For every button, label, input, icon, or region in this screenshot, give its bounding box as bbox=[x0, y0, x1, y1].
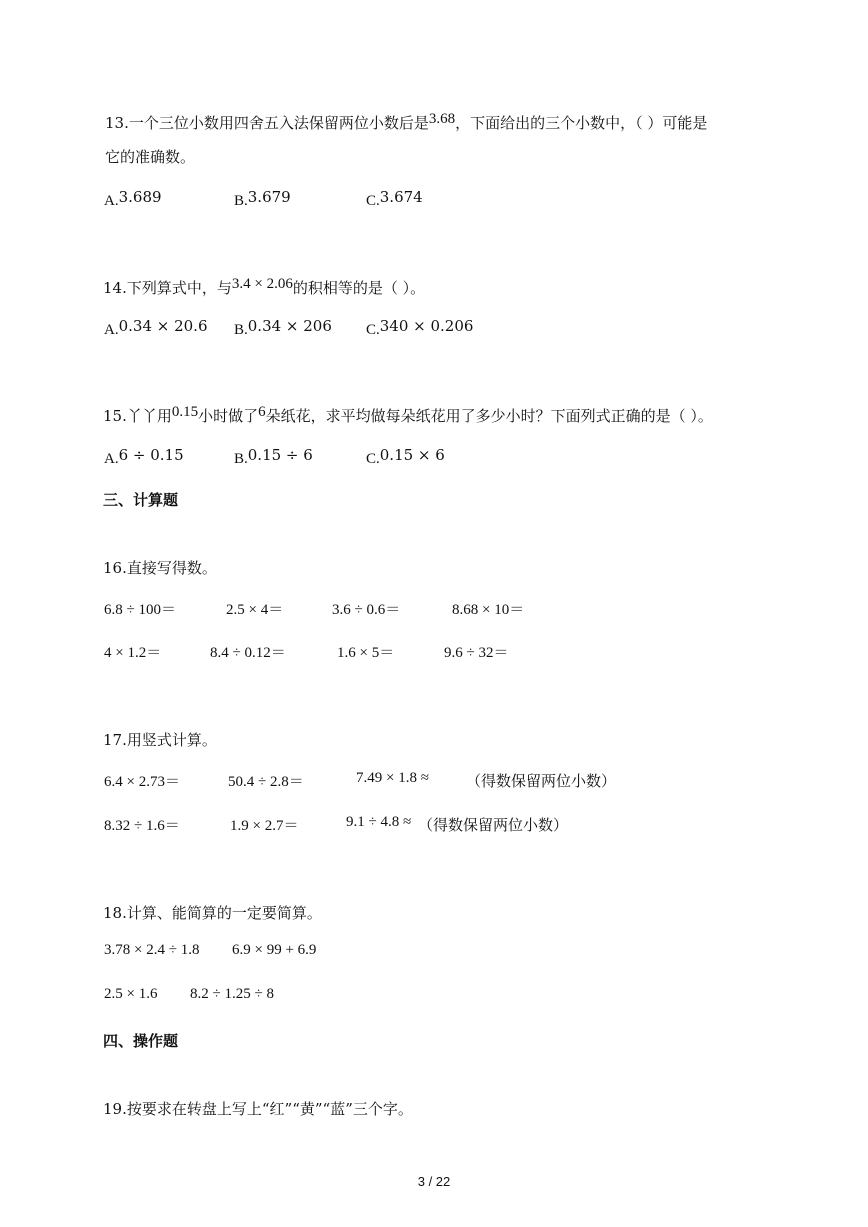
q17-expr: 6.4 × 2.73＝ bbox=[104, 774, 180, 790]
q17-expr: 7.49 × 1.8 ≈ bbox=[356, 770, 429, 786]
q18-expr: 8.2 ÷ 1.25 ÷ 8 bbox=[190, 986, 274, 1002]
q18-title: 18.计算、能简算的一定要简算。 bbox=[103, 904, 322, 922]
q18-expr: 6.9 × 99 + 6.9 bbox=[232, 942, 317, 958]
q16-expr: 3.6 ÷ 0.6＝ bbox=[332, 602, 401, 618]
q14-option-b: B.0.34 × 206 bbox=[234, 317, 332, 338]
q17-expr: 1.9 × 2.7＝ bbox=[230, 818, 299, 834]
q16-expr: 8.4 ÷ 0.12＝ bbox=[210, 645, 286, 661]
q13-option-a: A.3.689 bbox=[104, 188, 162, 209]
q13-math-value: 3.68 bbox=[428, 111, 456, 127]
q17-expr: 9.1 ÷ 4.8 ≈ bbox=[346, 814, 412, 830]
page-number: 3 / 22 bbox=[417, 1174, 451, 1189]
q15-option-a: A.6 ÷ 0.15 bbox=[104, 446, 184, 467]
q13-option-b: B.3.679 bbox=[234, 188, 291, 209]
q13-text-part1: 13.一个三位小数用四舍五入法保留两位小数后是 bbox=[105, 114, 429, 132]
q18-expr: 2.5 × 1.6 bbox=[104, 986, 158, 1002]
q13-text-part2: ，下面给出的三个小数中，（ ）可能是 bbox=[455, 114, 708, 132]
q15-line1: 15.丫丫用0.15小时做了6朵纸花，求平均做每朵纸花用了多少小时？下面列式正确的是（ ）。 bbox=[103, 404, 713, 425]
q17-expr: 50.4 ÷ 2.8＝ bbox=[228, 774, 304, 790]
q16-title: 16.直接写得数。 bbox=[103, 559, 217, 577]
section-heading-operation: 四、操作题 bbox=[103, 1032, 179, 1050]
q16-expr: 8.68 × 10＝ bbox=[452, 602, 525, 618]
q17-note: （得数保留两位小数） bbox=[466, 772, 617, 790]
q16-expr: 9.6 ÷ 32＝ bbox=[444, 645, 509, 661]
q16-expr: 2.5 × 4＝ bbox=[226, 602, 284, 618]
q15-option-c: C.0.15 × 6 bbox=[366, 446, 445, 467]
q18-expr: 3.78 × 2.4 ÷ 1.8 bbox=[104, 942, 200, 958]
q19-title: 19.按要求在转盘上写上“红”“黄”“蓝”三个字。 bbox=[103, 1100, 413, 1118]
q14-math-expr: 3.4 × 2.06 bbox=[231, 276, 293, 292]
section-heading-calculation: 三、计算题 bbox=[103, 491, 179, 509]
q15-option-b: B.0.15 ÷ 6 bbox=[234, 446, 313, 467]
q16-expr: 6.8 ÷ 100＝ bbox=[104, 602, 176, 618]
q14-option-a: A.0.34 × 20.6 bbox=[104, 317, 208, 338]
q17-expr: 8.32 ÷ 1.6＝ bbox=[104, 818, 180, 834]
q16-expr: 1.6 × 5＝ bbox=[337, 645, 395, 661]
q13-option-c: C.3.674 bbox=[366, 188, 423, 209]
q13-line2: 它的准确数。 bbox=[105, 148, 196, 166]
q13-line1 bbox=[105, 112, 707, 133]
q16-expr: 4 × 1.2＝ bbox=[104, 645, 162, 661]
q17-note: （得数保留两位小数） bbox=[418, 816, 569, 834]
q14-line1: 14.下列算式中，与3.4 × 2.06的积相等的是（ ）。 bbox=[103, 276, 426, 297]
q14-option-c: C.340 × 0.206 bbox=[366, 317, 474, 338]
q17-title: 17.用竖式计算。 bbox=[103, 731, 217, 749]
